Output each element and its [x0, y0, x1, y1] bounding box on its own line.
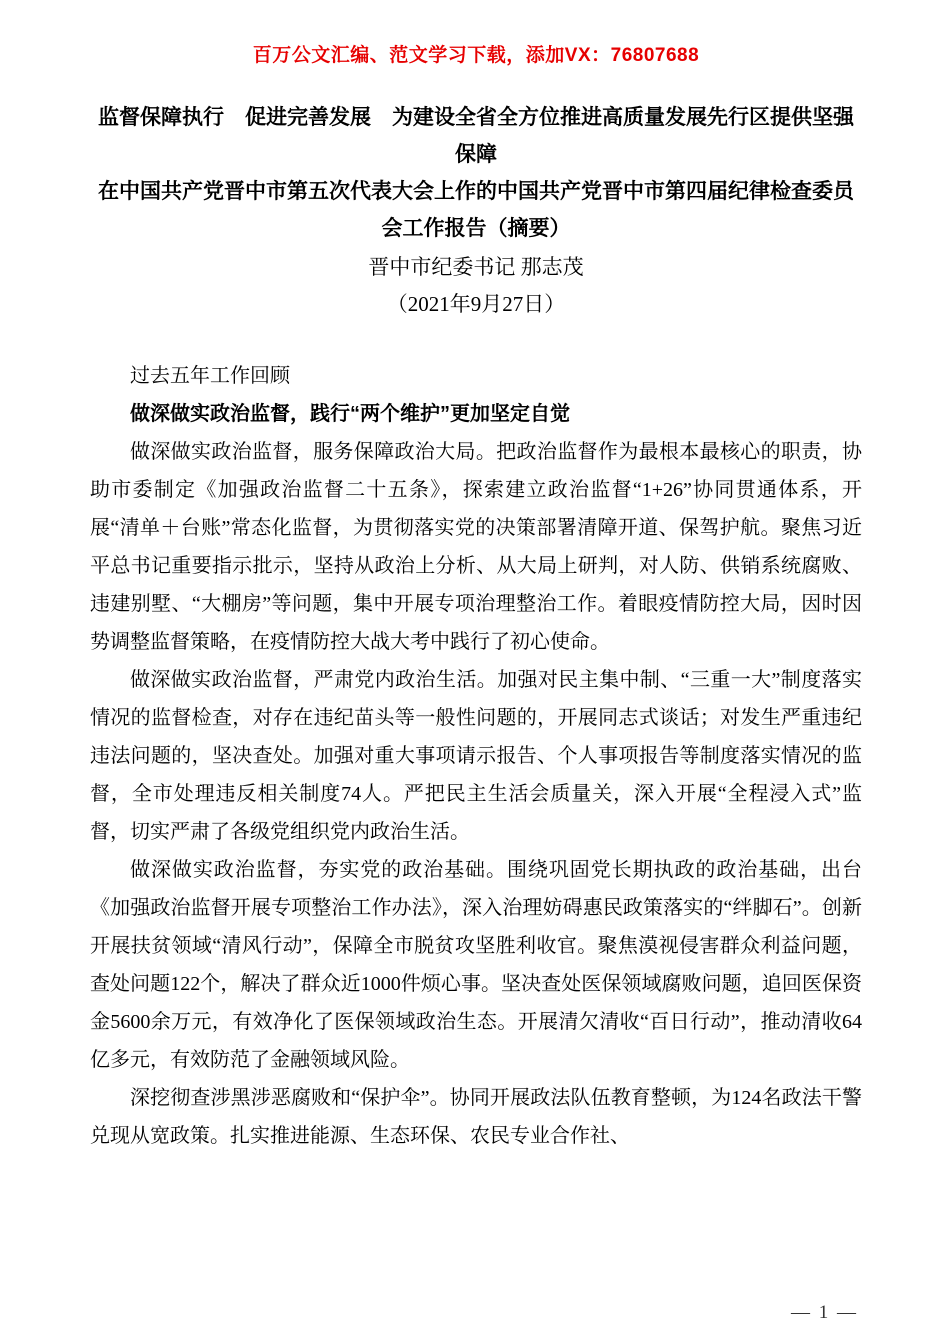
report-subtitle: 在中国共产党晋中市第五次代表大会上作的中国共产党晋中市第四届纪律检查委员会工作报告（摘要）	[98, 180, 854, 240]
page-number: — 1 —	[791, 1302, 858, 1323]
body-paragraph: 做深做实政治监督，服务保障政治大局。把政治监督作为最根本最核心的职责，协助市委制定《加强政治监督二十五条》，探索建立政治监督“1+26”协同贯通体系，开展“清单＋台账”常态化监督，为贯彻落实党的决策部署清障开道、保驾护航。聚焦习近平总书记重要指示批示，坚持从政治上分析、从大局上研判，对人防、供销系统腐败、违建别墅、“大棚房”等问题，集中开展专项治理整治工作。着眼疫情防控大局，因时因势调整监督策略，在疫情防控大战大考中践行了初心使命。	[90, 441, 862, 653]
date-line: （2021年9月27日）	[386, 292, 566, 316]
body-paragraph: 做深做实政治监督，夯实党的政治基础。围绕巩固党长期执政的政治基础，出台《加强政治监督开展专项整治工作办法》，深入治理妨碍惠民政策落实的“绊脚石”。创新开展扶贫领域“清风行动”，保障全市脱贫攻坚胜利收官。聚焦漠视侵害群众利益问题，查处问题122个，解决了群众近1000件烦心事。坚决查处医保领域腐败问题，追回医保资金5600余万元，有效净化了医保领域政治生态。开展清欠清收“百日行动”，推动清收64亿多元，有效防范了金融领域风险。	[90, 859, 862, 1071]
section-heading: 做深做实政治监督，践行“两个维护”更加坚定自觉	[130, 403, 570, 425]
header-promo-notice: 百万公文汇编、范文学习下载，添加VX：76807688	[252, 45, 700, 66]
title-block	[90, 99, 862, 323]
document-body	[90, 357, 862, 1155]
body-paragraph: 深挖彻查涉黑涉恶腐败和“保护伞”。协同开展政法队伍教育整顿，为124名政法干警兑现从宽政策。扎实推进能源、生态环保、农民专业合作社、	[90, 1087, 862, 1147]
body-paragraph: 做深做实政治监督，严肃党内政治生活。加强对民主集中制、“三重一大”制度落实情况的监督检查，对存在违纪苗头等一般性问题的，开展同志式谈话；对发生严重违纪违法问题的，坚决查处。加强对重大事项请示报告、个人事项报告等制度落实情况的监督，全市处理违反相关制度74人。严把民主生活会质量关，深入开展“全程浸入式”监督，切实严肃了各级党组织党内政治生活。	[90, 669, 862, 843]
author-line: 晋中市纪委书记 那志茂	[368, 255, 584, 279]
section-intro: 过去五年工作回顾	[130, 365, 290, 387]
document-title: 监督保障执行 促进完善发展 为建设全省全方位推进高质量发展先行区提供坚强保障	[98, 106, 854, 166]
